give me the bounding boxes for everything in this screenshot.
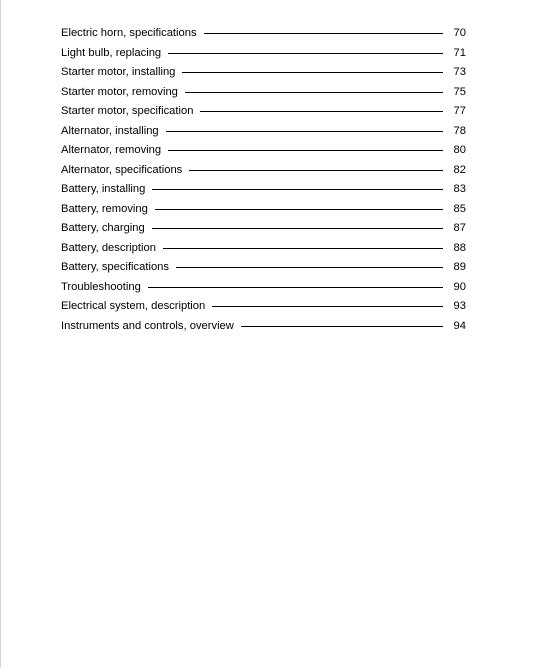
toc-leader-line [182,72,443,73]
toc-entry-title: Starter motor, removing [61,85,178,98]
toc-entry-page: 83 [453,183,466,195]
toc-leader-line [152,189,443,190]
toc-entry-page: 77 [453,105,466,117]
toc-leader-line [148,287,443,288]
toc-entry-page: 88 [453,241,466,254]
toc-entry-page: 70 [453,27,466,39]
toc-entry-title: Electric horn, specifications [61,27,197,39]
toc-entry[interactable] [61,219,466,239]
toc-entry[interactable] [61,122,466,142]
toc-entry-title: Alternator, installing [61,124,159,137]
toc-leader-line [168,53,443,54]
toc-leader-line [185,92,443,93]
toc-entry-title: Battery, installing [61,183,146,195]
toc-leader-line [241,326,443,327]
toc-leader-line [152,228,443,229]
toc-entry[interactable] [61,83,466,103]
toc-entry[interactable] [61,180,466,200]
toc-leader-line [212,306,443,307]
toc-entry-title: Battery, removing [61,202,148,215]
toc-entry-page: 87 [453,222,466,234]
toc-entry-title: Alternator, removing [61,144,162,156]
toc-leader-line [166,131,443,132]
toc-entry[interactable] [61,24,466,44]
toc-entry-page: 78 [453,124,466,137]
toc-entry-page: 89 [453,261,466,273]
toc-entry[interactable] [61,200,466,220]
toc-leader-line [176,267,443,268]
toc-entry-title: Instruments and controls, overview [61,319,234,332]
toc-entry[interactable] [61,239,466,259]
toc-leader-line [189,170,443,171]
toc-entry[interactable] [61,161,466,181]
toc-entry-page: 94 [453,319,466,332]
toc-entry-page: 90 [453,280,466,293]
toc-entry-title: Starter motor, specification [61,105,194,117]
toc-entry-page: 93 [453,300,466,312]
toc-entry-page: 71 [453,46,466,59]
toc-entry[interactable] [61,102,466,122]
toc-entry-title: Light bulb, replacing [61,46,162,59]
toc-entry[interactable] [61,278,466,298]
toc-entry-page: 82 [453,163,466,176]
toc-entry-title: Electrical system, description [61,300,206,312]
toc-entry-title: Alternator, specifications [61,163,183,176]
toc-entry-title: Battery, description [61,241,156,254]
toc-entry-title: Battery, charging [61,222,145,234]
toc-entry[interactable] [61,297,466,317]
toc-leader-line [155,209,443,210]
toc-entry-page: 75 [453,85,466,98]
toc-leader-line [163,248,443,249]
toc-leader-line [200,111,443,112]
toc-entry-title: Battery, specifications [61,261,169,273]
toc-entry[interactable] [61,44,466,64]
toc-entry-page: 80 [453,144,466,156]
toc-entry[interactable] [61,258,466,278]
toc-entry-page: 85 [453,202,466,215]
toc-leader-line [204,33,443,34]
toc-leader-line [168,150,443,151]
toc-entry[interactable] [61,141,466,161]
toc-entry[interactable] [61,63,466,83]
toc-entry-title: Troubleshooting [61,280,141,293]
toc-entry[interactable] [61,317,466,337]
toc-entry-page: 73 [453,66,466,78]
table-of-contents [61,24,466,336]
toc-entry-title: Starter motor, installing [61,66,176,78]
